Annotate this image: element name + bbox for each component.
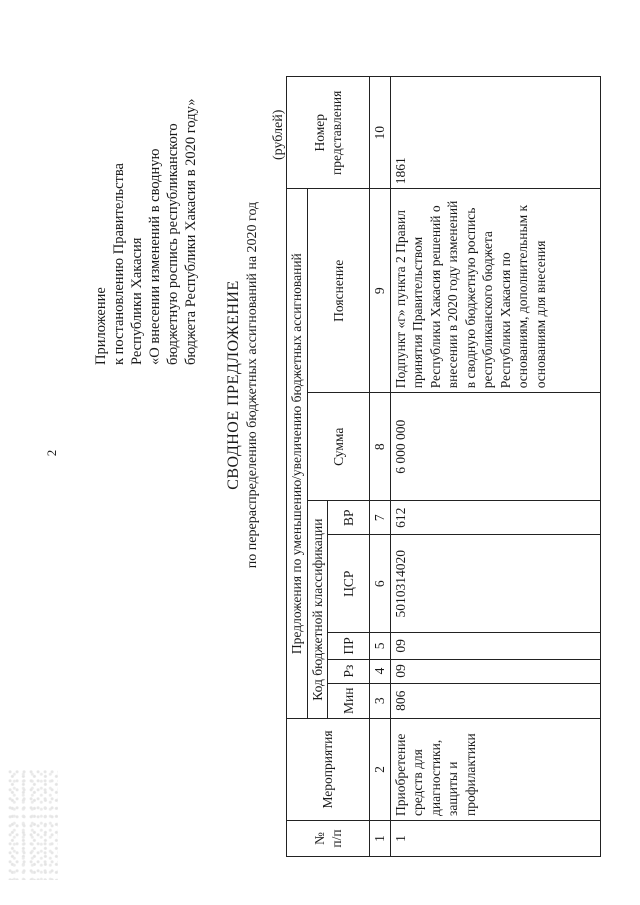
unit-note: (рублей) <box>271 109 286 160</box>
index-cell: 8 <box>370 393 391 501</box>
appendix-line: к постановлению Правительства <box>111 163 127 365</box>
scan-artifact <box>8 770 58 880</box>
header-sum: Сумма <box>307 393 370 501</box>
header-num: № п/п <box>287 821 370 857</box>
row-rep: 1861 <box>390 77 600 189</box>
header-vr: ВР <box>328 501 370 535</box>
appendix-line: «О внесении изменений в сводную <box>147 148 163 365</box>
header-csr: ЦСР <box>328 535 370 633</box>
row-rz: 09 <box>390 659 600 683</box>
index-cell: 1 <box>370 821 391 857</box>
row-explain: Подпункт «г» пункта 2 Правил принятия Правительством Республики Хакасия решений о внесении в 2020 году изменений в сводную бюджетную роспись республиканского бюджета Республики Хакасия по основаниям, дополнительным к основаниям для внесения <box>390 189 600 393</box>
row-min: 806 <box>390 683 600 718</box>
header-rep: Номер представления <box>287 77 370 189</box>
row-num: 1 <box>390 821 600 857</box>
header-min: Мин <box>328 683 370 718</box>
appendix-line: Республики Хакасия <box>129 237 145 365</box>
header-group: Предложения по уменьшению/увеличению бюджетных ассигнований <box>287 189 308 719</box>
row-sum: 6 000 000 <box>390 393 600 501</box>
appendix-block <box>92 35 200 365</box>
header-rz: Рз <box>328 659 370 683</box>
index-cell: 3 <box>370 683 391 718</box>
row-pr: 09 <box>390 633 600 659</box>
header-event: Мероприятия <box>287 719 370 821</box>
index-cell: 4 <box>370 659 391 683</box>
header-explain: Пояснение <box>307 189 370 393</box>
index-cell: 7 <box>370 501 391 535</box>
document-subtitle: по перераспределению бюджетных ассигнований на 2020 год <box>245 201 260 569</box>
index-cell: 10 <box>370 77 391 189</box>
budget-table <box>286 76 601 857</box>
index-cell: 9 <box>370 189 391 393</box>
appendix-line: бюджетную роспись республиканского <box>165 123 181 365</box>
row-vr: 612 <box>390 501 600 535</box>
index-cell: 2 <box>370 719 391 821</box>
title-block <box>225 105 261 665</box>
appendix-line: бюджета Республики Хакасия в 2020 году» <box>183 98 199 365</box>
appendix-line: Приложение <box>93 287 109 365</box>
table-row <box>390 77 600 857</box>
row-csr: 5010314020 <box>390 535 600 633</box>
index-cell: 5 <box>370 633 391 659</box>
document-title: СВОДНОЕ ПРЕДЛОЖЕНИЕ <box>225 280 242 490</box>
row-event: Приобретение средств для диагностики, защиты и профилактики <box>390 719 600 821</box>
page-number: 2 <box>44 449 59 457</box>
header-pr: ПР <box>328 633 370 659</box>
index-cell: 6 <box>370 535 391 633</box>
header-row <box>287 77 308 857</box>
index-row <box>370 77 391 857</box>
header-code-group: Код бюджетной классификации <box>307 501 328 719</box>
